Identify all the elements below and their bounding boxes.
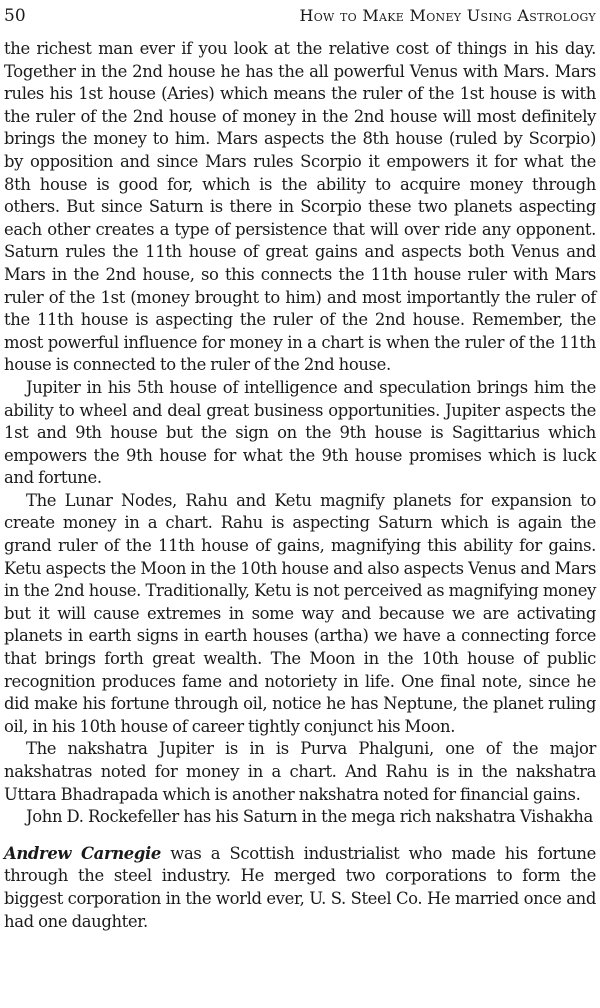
running-title: How to Make Money Using Astrology [299, 6, 596, 25]
paragraph-continued: the richest man ever if you look at the relative cost of things in his day. Together in the 2nd house he has the all powerful Venus with Mars. Mars rules his 1st house (Aries) which means the ruler of the 1st house is with the ruler of the 2nd house of money in the 2nd house will most definitely brings the money to him. Mars aspects the 8th house (ruled by Scorpio) by opposition and since Mars rules Scorpio it empowers it for what the 8th house is good for, which is the ability to acquire money through others. But since Saturn is there in Scorpio these two planets aspecting each other creates a type of persistence that will over ride any opponent. Saturn rules the 11th house of great gains and aspects both Venus and Mars in the 2nd house, so this connects the 11th house ruler with Mars ruler of the 1st (money brought to him) and most importantly the ruler of the 11th house is aspecting the ruler of the 2nd house. Remember, the most powerful influence for money in a chart is when the ruler of the 11th house is connected to the ruler of the 2nd house. [4, 39, 596, 375]
paragraph-jupiter: Jupiter in his 5th house of intelligence and speculation brings him the ability to wheel and deal great business opportunities. Jupiter aspects the 1st and 9th house but the sign on the 9th house is Sagittarius which empowers the 9th house for what the 9th house promises which is luck and fortune. [4, 377, 596, 488]
body-text [4, 38, 596, 933]
paragraph-nakshatra: The nakshatra Jupiter is in is Purva Phalguni, one of the major nakshatras noted for money in a chart. And Rahu is in the nakshatra Uttara Bhadrapada which is another nakshatra noted for financial gains. [4, 739, 596, 804]
paragraph-rockefeller: John D. Rockefeller has his Saturn in the mega rich nakshatra Vishakha [26, 807, 593, 827]
person-name: Andrew Carnegie [4, 843, 161, 863]
page-header [4, 0, 596, 32]
paragraph-carnegie-text: was a Scottish industrialist who made his fortune through the steel industry. He merged two corporations to form the biggest corporation in the world ever, U. S. Steel Co. He married once and had one daughter. [4, 843, 596, 931]
page-number: 50 [4, 6, 26, 26]
paragraph-carnegie [4, 843, 596, 933]
paragraph-lunar-nodes: The Lunar Nodes, Rahu and Ketu magnify planets for expansion to create money in a chart. Rahu is aspecting Saturn which is again the grand ruler of the 11th house of gains, magnifying this ability for gains. Ketu aspects the Moon in the 10th house and also aspects Venus and Mars in the 2nd house. Traditionally, Ketu is not perceived as magnifying money but it will cause extremes in some way and because we are activating planets in earth signs in earth houses (artha) we have a connecting force that brings forth great wealth. The Moon in the 10th house of public recognition produces fame and notoriety in life. One final note, since he did make his fortune through oil, notice he has Neptune, the planet ruling oil, in his 10th house of career tightly conjunct his Moon. [4, 490, 596, 736]
